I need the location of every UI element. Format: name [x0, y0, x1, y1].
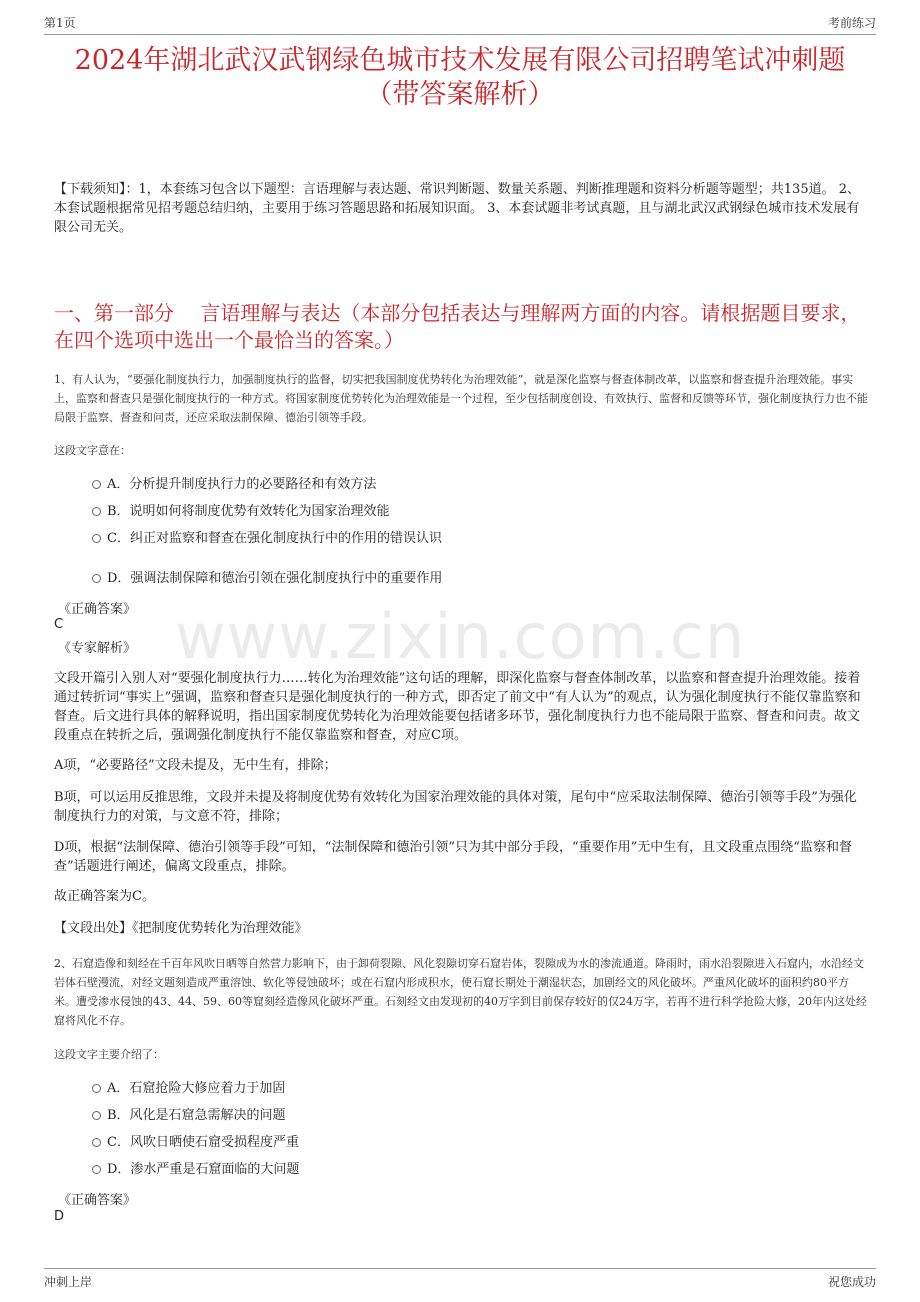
radio-icon[interactable]: [92, 574, 101, 583]
question-1-prompt: 这段文字意在：: [54, 444, 131, 457]
footer-right: 祝您成功: [827, 1275, 876, 1289]
page-footer: [44, 1273, 876, 1291]
analysis-paragraph: B项，可以运用反推思维，文段并未提及将制度优势有效转化为国家治理效能的具体对策，尾句中“应采取法制保障、德治引领等手段”为强化制度执行力的对策，与文意不符，排除；: [54, 790, 857, 824]
question-1-option-b[interactable]: B．说明如何将制度优势有效转化为国家治理效能: [92, 503, 390, 521]
question-2-stem: 2、石窟造像和刻经在千百年风吹日晒等自然营力影响下，由于卸荷裂隙、风化裂隙切穿石窟岩体，裂隙成为水的渗流通道。降雨时，雨水沿裂隙进入石窟内，水沿经文岩体石壁漫流，对经文题刻造成严重溶蚀、软化等侵蚀破坏；或在石窟内形成积水，使石窟长期处于潮湿状态，加剧经文的风化破坏。严重风化破坏的面积约80平方米。遭受渗水侵蚀的43、44、59、60等窟刻经造像风化破坏严重。石刻经文由发现初的40万字到目前保存较好的仅24万字，若再不进行科学抢险大修，20年内这处经窟将风化不存。: [54, 957, 867, 1027]
page-header: [44, 14, 876, 32]
analysis-paragraph: A项，“必要路径”文段未提及，无中生有，排除；: [54, 758, 337, 773]
section-heading: 一、第一部分 言语理解与表达（本部分包括表达与理解两方面的内容。请根据题目要求，在四个选项中选出一个最恰当的答案。）: [54, 301, 861, 352]
question-2-prompt: 这段文字主要介绍了：: [54, 1048, 164, 1061]
question-2-option-c[interactable]: C．风吹日晒使石窟受损程度严重: [92, 1134, 299, 1152]
question-2-option-a[interactable]: A．石窟抢险大修应着力于加固: [92, 1080, 285, 1098]
header-divider: [44, 34, 876, 35]
answer-value: D: [54, 1209, 65, 1224]
document-title: 2024年湖北武汉武钢绿色城市技术发展有限公司招聘笔试冲刺题（带答案解析）: [74, 45, 846, 110]
radio-icon[interactable]: [92, 507, 101, 516]
question-2-option-d[interactable]: D．渗水严重是石窟面临的大问题: [92, 1161, 299, 1179]
footer-left: 冲刺上岸: [44, 1275, 93, 1289]
question-1-option-c[interactable]: C．纠正对监察和督查在强化制度执行中的作用的错误认识: [92, 530, 442, 548]
answer-label: 《正确答案》: [58, 602, 137, 617]
page-number: 第1页: [44, 16, 76, 30]
question-1-option-d[interactable]: D．强调法制保障和德治引领在强化制度执行中的重要作用: [92, 570, 442, 588]
answer-value: C: [54, 617, 64, 632]
answer-label: 《正确答案》: [58, 1193, 137, 1208]
analysis-paragraph: 文段开篇引入别人对“要强化制度执行力……转化为治理效能”这句话的理解，即深化监察与督查体制改革，以监察和督查提升治理效能。接着通过转折词“事实上”强调，监察和督查只是强化制度执行的一种方式，即否定了前文中“有人认为”的观点，认为强化制度执行不能仅靠监察和督查。后文进行具体的解释说明，指出国家制度优势转化为治理效能要包括诸多环节，强化制度执行力也不能局限于监察、督查和问责。故文段重点在转折之后，强调强化制度执行不能仅靠监察和督查，对应C项。: [54, 671, 861, 743]
analysis-paragraph: D项，根据“法制保障、德治引领等手段”可知，“法制保障和德治引领”只为其中部分手段，“重要作用”无中生有，且文段重点围绕“监察和督查”话题进行阐述，偏离文段重点，排除。: [54, 840, 852, 874]
footer-divider: [44, 1268, 876, 1269]
source-citation: 【文段出处】《把制度优势转化为治理效能》: [54, 921, 308, 936]
analysis-label: 《专家解析》: [58, 641, 137, 656]
analysis-paragraph: 故正确答案为C。: [54, 889, 155, 904]
download-notice: 【下载须知】：1，本套练习包含以下题型：言语理解与表达题、常识判断题、数量关系题、判断推理题和资料分析题等题型；共135道。 2、本套试题根据常见招考题总结归纳，主要用于练习答题思路和拓展知识面。 3、本套试题非考试真题，且与湖北武汉武钢绿色城市技术发展有限公司无关。: [54, 182, 860, 235]
radio-icon[interactable]: [92, 480, 101, 489]
watermark: www.zixin.com.cn: [174, 600, 746, 673]
radio-icon[interactable]: [92, 1084, 101, 1093]
question-2-option-b[interactable]: B．风化是石窟急需解决的问题: [92, 1107, 286, 1125]
question-1-option-a[interactable]: A．分析提升制度执行力的必要路径和有效方法: [92, 476, 376, 494]
radio-icon[interactable]: [92, 534, 101, 543]
radio-icon[interactable]: [92, 1165, 101, 1174]
question-1-stem: 1、有人认为，“要强化制度执行力，加强制度执行的监督，切实把我国制度优势转化为治理效能”，就是深化监察与督查体制改革，以监察和督查提升治理效能。事实上，监察和督查只是强化制度执行的一种方式。将国家制度优势转化为治理效能是一个过程，至少包括制度创设、有效执行、监督和反馈等环节，强化制度执行力也不能局限于监察、督查和问责，还应采取法制保障、德治引领等手段。: [54, 373, 868, 424]
radio-icon[interactable]: [92, 1138, 101, 1147]
header-tag: 考前练习: [827, 16, 876, 30]
radio-icon[interactable]: [92, 1111, 101, 1120]
